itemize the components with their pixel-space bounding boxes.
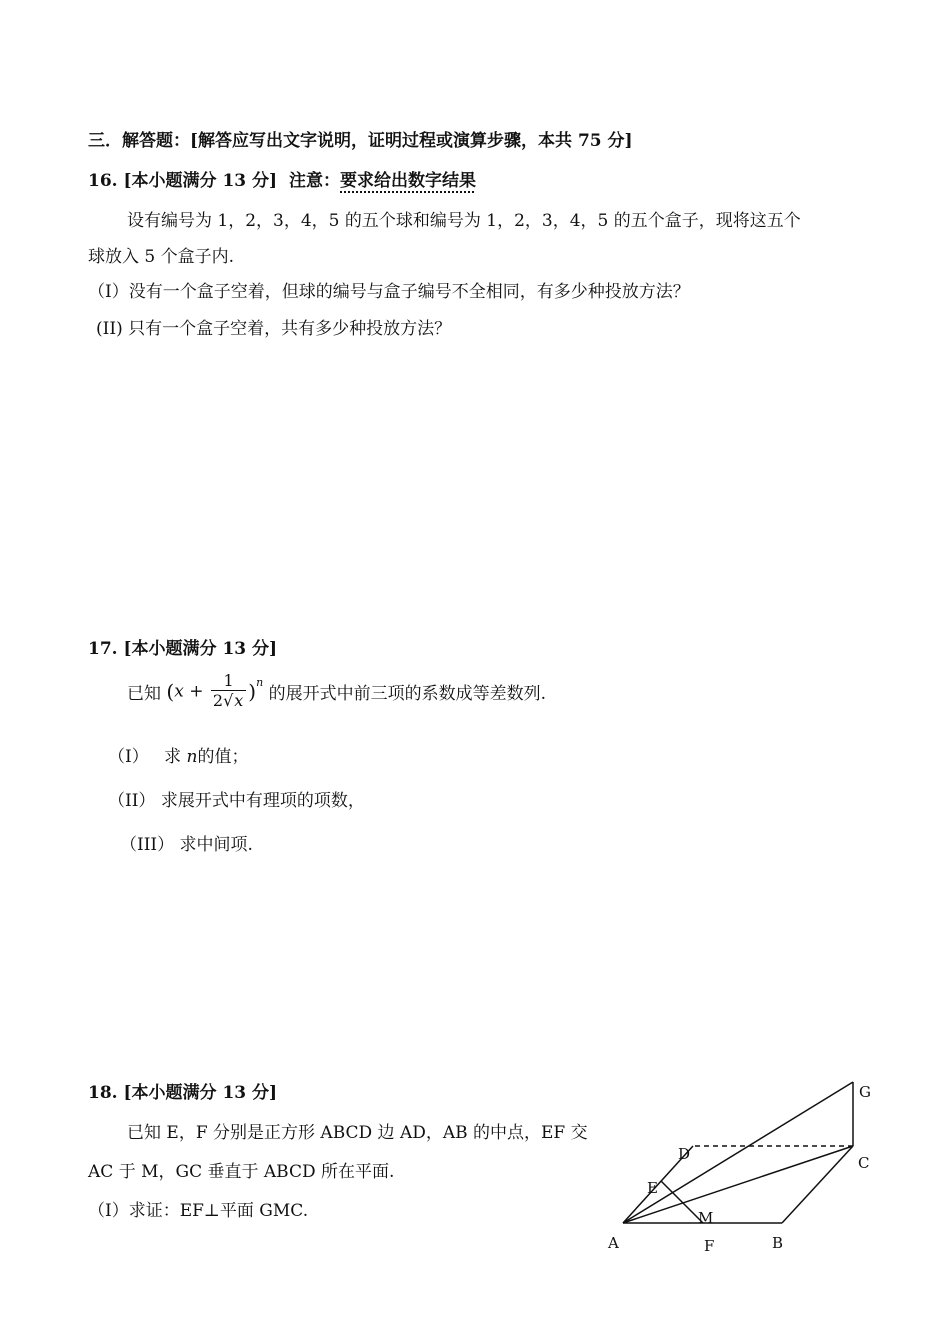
q17-number: 17. [本小题满分 13 分] [88,639,278,659]
q17-sqrt-sign: √ [223,691,234,710]
q17-part2: （II） 求展开式中有理项的项数， [108,791,365,811]
label-g: G [859,1083,871,1101]
q16-body-line1: 设有编号为 1，2，3，4，5 的五个球和编号为 1，2，3，4，5 的五个盒子，现将这五个 [127,211,801,231]
q18-body-line2: AC 于 M，GC 垂直于 ABCD 所在平面. [88,1162,395,1182]
q16-note-emphasis: 要求给出数字结果 [340,171,476,191]
label-b: B [772,1234,784,1252]
q18-number: 18. [本小题满分 13 分] [88,1083,278,1103]
q17-part1-label: （I） [108,747,149,767]
q17-part1-text: 求 [164,747,182,767]
label-c: C [858,1154,870,1172]
label-a: A [608,1234,619,1252]
q17-den-radicand: x [234,691,244,710]
q16-body-line2: 球放入 5 个盒子内. [88,247,235,267]
q17-expr-x: x [174,681,184,702]
q17-expr-exponent: n [256,676,264,689]
label-m: M [698,1209,714,1227]
q17-part3: （III） 求中间项. [120,835,253,855]
q17-close-paren: ) [248,679,257,704]
q17-open-paren: ( [166,679,175,704]
q17-den-coef: 2 [212,691,224,710]
label-e: E [647,1179,658,1197]
label-d: D [678,1145,691,1163]
q17-rest: 的展开式中前三项的系数成等差数列. [268,684,547,704]
q17-fraction-numerator: 1 [223,671,234,690]
q18-part1: （I）求证：EF⊥平面 GMC. [88,1201,309,1221]
q17-intro: 已知 [127,684,161,704]
q16-note-prefix: 注意： [289,171,340,191]
q17-expr-plus: + [189,681,204,702]
q16-number: 16. [本小题满分 13 分] [88,171,278,191]
q17-part1-tail: 的值； [197,747,249,767]
q18-body-line1: 已知 E，F 分别是正方形 ABCD 边 AD，AB 的中点，EF 交 [127,1123,588,1143]
line-ag [623,1082,853,1223]
q16-part2: (II) 只有一个盒子空着，共有多少种投放方法？ [96,319,452,339]
section-heading: 三．解答题：[解答应写出文字说明，证明过程或演算步骤，本共 75 分] [88,131,633,151]
q17-part1-var: n [186,747,198,767]
q16-part1: （I）没有一个盒子空着，但球的编号与盒子编号不全相同，有多少种投放方法？ [88,282,690,302]
label-f: F [704,1237,715,1255]
